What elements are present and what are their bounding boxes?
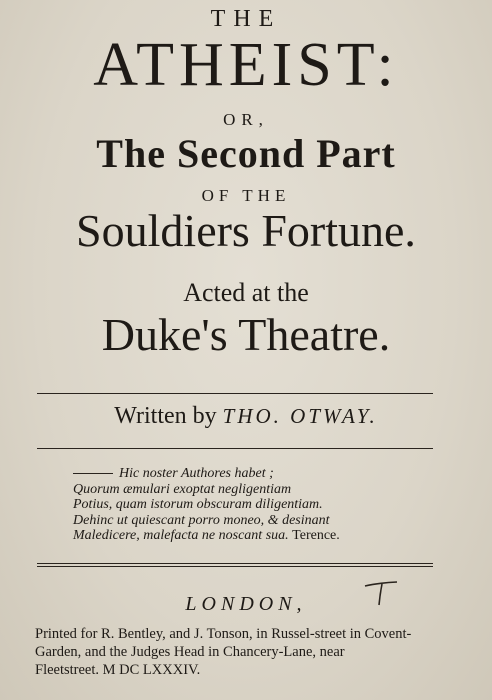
- dukes-theatre: Duke's Theatre.: [101, 309, 391, 360]
- epigraph-line: Quorum æmulari exoptat negligentiam: [73, 481, 292, 497]
- acted-at: Acted at the: [183, 278, 309, 307]
- title-the: THE: [210, 6, 282, 32]
- epigraph-line: Maledicere, malefacta ne noscant sua. Terence.: [73, 528, 340, 544]
- divider-rule: [37, 448, 433, 449]
- imprint: [35, 625, 455, 679]
- divider-rule: [37, 563, 433, 564]
- title-atheist: ATHEIST:: [93, 31, 399, 99]
- epigraph-line: Potius, quam istorum obscuram diligentiam.: [73, 497, 323, 513]
- divider-rule: [37, 566, 433, 567]
- imprint-line: Fleetstreet. M DC LXXXIV.: [35, 662, 201, 678]
- epigraph: [73, 466, 340, 544]
- author-line: [0, 403, 492, 430]
- written-by-label: Written by: [114, 403, 217, 429]
- title-or: OR,: [223, 110, 269, 129]
- imprint-line: Printed for R. Bentley, and J. Tonson, in Russel-street in Covent-: [35, 626, 412, 642]
- epigraph-line: Dehinc ut quiescant porro moneo, & desinant: [73, 512, 330, 528]
- dash-rule: [73, 473, 113, 474]
- author-name: THO. OTWAY.: [222, 404, 378, 428]
- epigraph-source: Terence.: [292, 528, 340, 544]
- title-of-the: OF THE: [201, 186, 291, 205]
- title-second-part: The Second Part: [96, 131, 396, 176]
- epigraph-line: Hic noster Authores habet ;: [73, 466, 340, 482]
- divider-rule: [37, 393, 433, 394]
- imprint-line: Garden, and the Judges Head in Chancery-Lane, near: [35, 644, 345, 660]
- imprint-city: LONDON,: [185, 593, 307, 615]
- title-souldiers-fortune: Souldiers Fortune.: [76, 205, 416, 256]
